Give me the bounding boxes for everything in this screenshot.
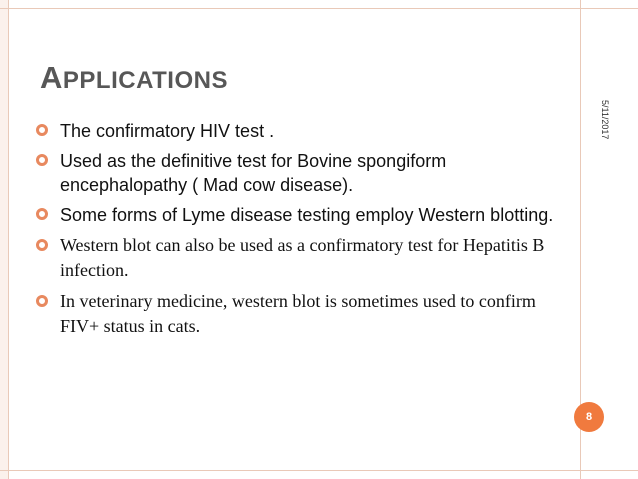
slide-title — [40, 60, 228, 96]
bullet-ring-icon — [36, 124, 48, 136]
bullet-ring-icon — [36, 239, 48, 251]
frame-line-left — [8, 0, 9, 479]
bullet-text: The confirmatory HIV test . — [60, 121, 275, 141]
title-first-letter: A — [40, 60, 63, 95]
bullet-item — [36, 119, 566, 143]
bullet-list — [36, 119, 566, 345]
frame-line-top — [0, 8, 638, 9]
bullet-ring-icon — [36, 154, 48, 166]
slide-date: 5/11/2017 — [600, 100, 610, 140]
left-margin — [0, 0, 8, 479]
bullet-item — [36, 149, 566, 197]
frame-line-bottom — [0, 470, 638, 471]
bullet-text: In veterinary medicine, western blot is sometimes used to confirm FIV+ status in cats. — [60, 291, 536, 336]
bullet-text: Western blot can also be used as a confirmatory test for Hepatitis B infection. — [60, 235, 545, 280]
bullet-text: Some forms of Lyme disease testing employ Western blotting. — [60, 205, 554, 225]
bullet-item — [36, 233, 566, 283]
page-number-badge: 8 — [574, 402, 604, 432]
bullet-ring-icon — [36, 295, 48, 307]
bullet-ring-icon — [36, 208, 48, 220]
bullet-item — [36, 289, 566, 339]
title-rest: PPLICATIONS — [62, 67, 228, 94]
bullet-item — [36, 203, 566, 227]
bullet-text: Used as the definitive test for Bovine spongiform encephalopathy ( Mad cow disease). — [60, 151, 447, 195]
